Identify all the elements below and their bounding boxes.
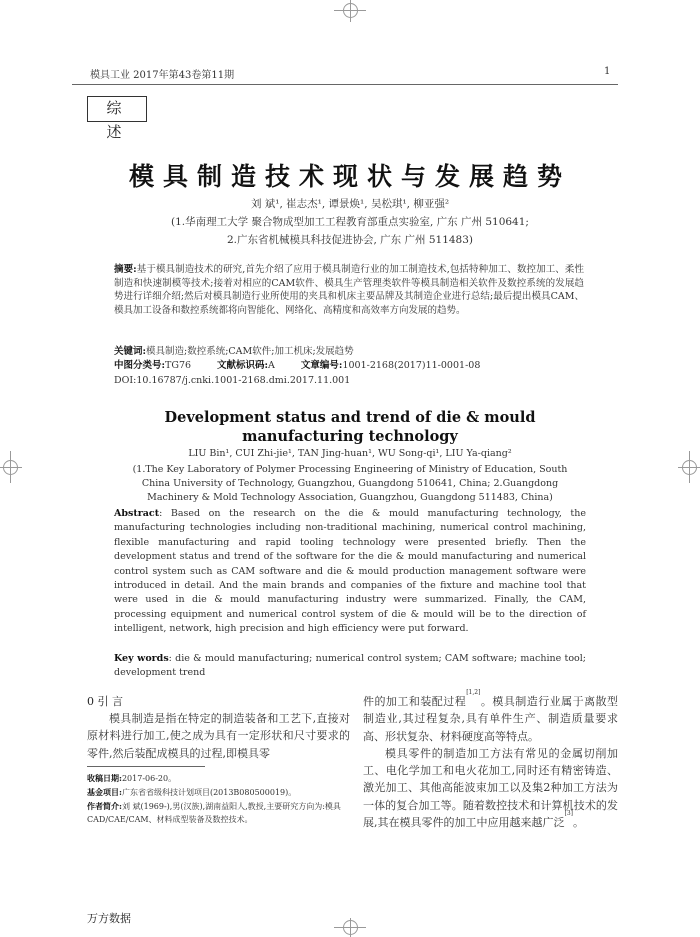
abstract-cn-text: 基于模具制造技术的研究,首先介绍了应用于模具制造行业的加工制造技术,包括特种加工、数控加工、柔性制造和快速制模等技术;接着对相应的CAM软件、模具生产管理类软件等模具制造相关软件及数控系统的发展趋势进行详细介绍;然后对模具制造行业所使用的夹具和机床主要品牌及其制造企业进行总结;最后提出模具CAM、模具加工设备和数控系统都将向智能化、网络化、高精度和高效率方向发展的趋势。	[114, 264, 584, 316]
page-number: 1	[604, 66, 611, 77]
abstract-en-text: : Based on the research on the die & mould manufacturing technology, the manufacturing technologies including non-traditional machining, numerical control machining, flexible manufacturing and rapid tooling technology were presented briefly. Then the development status and trend of the software for the die & mould manufacturing and numerical control system such as CAM software and die & mould production management software were introduced in detail. And the main brands and companies of the fixture and machine tool that were used in die & mould manufacturing industry were summarized. Finally, the CAM, processing equipment and numerical control system of die & mould will be to the direction of intelligent, network, high precision and high efficiency were put forward.	[114, 508, 586, 635]
keywords-en-text: : die & mould manufacturing; numerical control system; CAM software; machine tool; development trend	[114, 653, 586, 679]
article-title-en-line-2: manufacturing technology	[242, 428, 458, 445]
article-number-value: 1001-2168(2017)11-0001-08	[342, 360, 481, 371]
header-divider	[72, 84, 618, 85]
author-bio-label: 作者简介:	[87, 801, 122, 811]
keywords-cn-text: 模具制造;数控系统;CAM软件;加工机床;发展趋势	[146, 346, 354, 357]
abstract-cn	[114, 263, 584, 317]
body-paragraph	[363, 745, 618, 831]
doc-code-label: 文献标识码:	[217, 360, 269, 371]
watermark: 万方数据	[87, 912, 131, 925]
keywords-cn-label: 关键词:	[114, 346, 147, 357]
crop-mark-top	[334, 0, 366, 22]
affiliation-cn-line-2: 2.广东省机械模具科技促进协会, 广东 广州 511483)	[226, 234, 474, 246]
crop-mark-bottom	[334, 918, 366, 937]
footnote-received	[87, 772, 350, 785]
article-title-en-line-1: Development status and trend of die & mould	[164, 409, 536, 426]
authors-en: LIU Bin¹, CUI Zhi-jie¹, TAN Jing-huan¹, WU Song-qi¹, LIU Ya-qiang²	[188, 448, 512, 459]
abstract-en-label: Abstract	[114, 508, 160, 519]
clc-label: 中图分类号:	[114, 360, 166, 371]
fund-value: 广东省省级科技计划项目(2013B080500019)。	[121, 788, 297, 797]
abstract-cn-label: 摘要:	[114, 264, 137, 275]
authors-cn: 刘 斌¹, 崔志杰¹, 谭景焕¹, 吴松琪¹, 柳亚强²	[250, 198, 450, 210]
footnote-author	[87, 800, 350, 826]
classification-line	[114, 359, 584, 373]
citation[interactable]: [1,2]	[466, 689, 481, 696]
fund-label: 基金项目:	[87, 787, 122, 797]
keywords-en-label: Key words	[114, 653, 169, 664]
affiliation-en-line-1: (1.The Key Laboratory of Polymer Processing Engineering of Ministry of Education, South	[132, 464, 568, 475]
body-text: 件的加工和装配过程	[363, 695, 467, 708]
body-left-column: 模具制造是指在特定的制造装备和工艺下,直接对原材料进行加工,使之成为具有一定形状和尺寸要求的零件,然后装配成模具的过程,即模具零	[87, 712, 350, 760]
section-label: 综 述	[106, 99, 130, 141]
body-text: 。模具制造行业属于离散型制造业,其过程复杂,具有单件生产、制造质量要求高、形状复杂、材料硬度高等特点。	[363, 695, 619, 743]
clc-value: TG76	[165, 360, 192, 371]
affiliation-cn-line-1: (1.华南理工大学 聚合物成型加工工程教育部重点实验室, 广东 广州 510641;	[171, 216, 529, 228]
abstract-en	[114, 507, 586, 637]
citation[interactable]: [3]	[564, 810, 573, 818]
body-paragraph	[363, 689, 619, 745]
body-right-column	[363, 689, 619, 831]
received-value: 2017-06-20。	[121, 774, 177, 783]
doi: DOI:10.16787/j.cnki.1001-2168.dmi.2017.11.001	[114, 375, 351, 386]
running-header: 模具工业 2017年第43卷第11期	[90, 70, 235, 81]
keywords-en	[114, 652, 586, 681]
author-bio-value: 刘 斌(1969-),男(汉族),湖南益阳人,教授,主要研究方向为:模具CAD/CAE/CAM、材料成型装备及数控技术。	[87, 802, 341, 824]
keywords-cn	[114, 345, 584, 359]
footnote-fund	[87, 786, 350, 799]
affiliation-en-line-3: Machinery & Mold Technology Association, Guangzhou, Guangdong 511483, China)	[147, 492, 553, 503]
section-heading-introduction: 0 引 言	[87, 695, 123, 708]
body-text: 。	[573, 816, 584, 830]
article-number-label: 文章编号:	[300, 360, 343, 371]
body-text: 模具零件的制造加工方法有常见的金属切削加工、电化学加工和电火花加工,同时还有精密铸造、激光加工、其他高能波束加工以及集2种加工方法为一体的复合加工等。随着数控技术和计算机技术的发展,其在模具零件的加工中应用越来越广泛	[363, 746, 618, 830]
received-label: 收稿日期:	[87, 773, 122, 783]
footnote-divider	[87, 766, 205, 767]
article-title-cn: 模具制造技术现状与发展趋势	[128, 162, 571, 191]
affiliation-en-line-2: China University of Technology, Guangzhou, Guangdong 510641, China; 2.Guangdong	[141, 478, 559, 489]
doc-code-value: A	[268, 360, 275, 371]
